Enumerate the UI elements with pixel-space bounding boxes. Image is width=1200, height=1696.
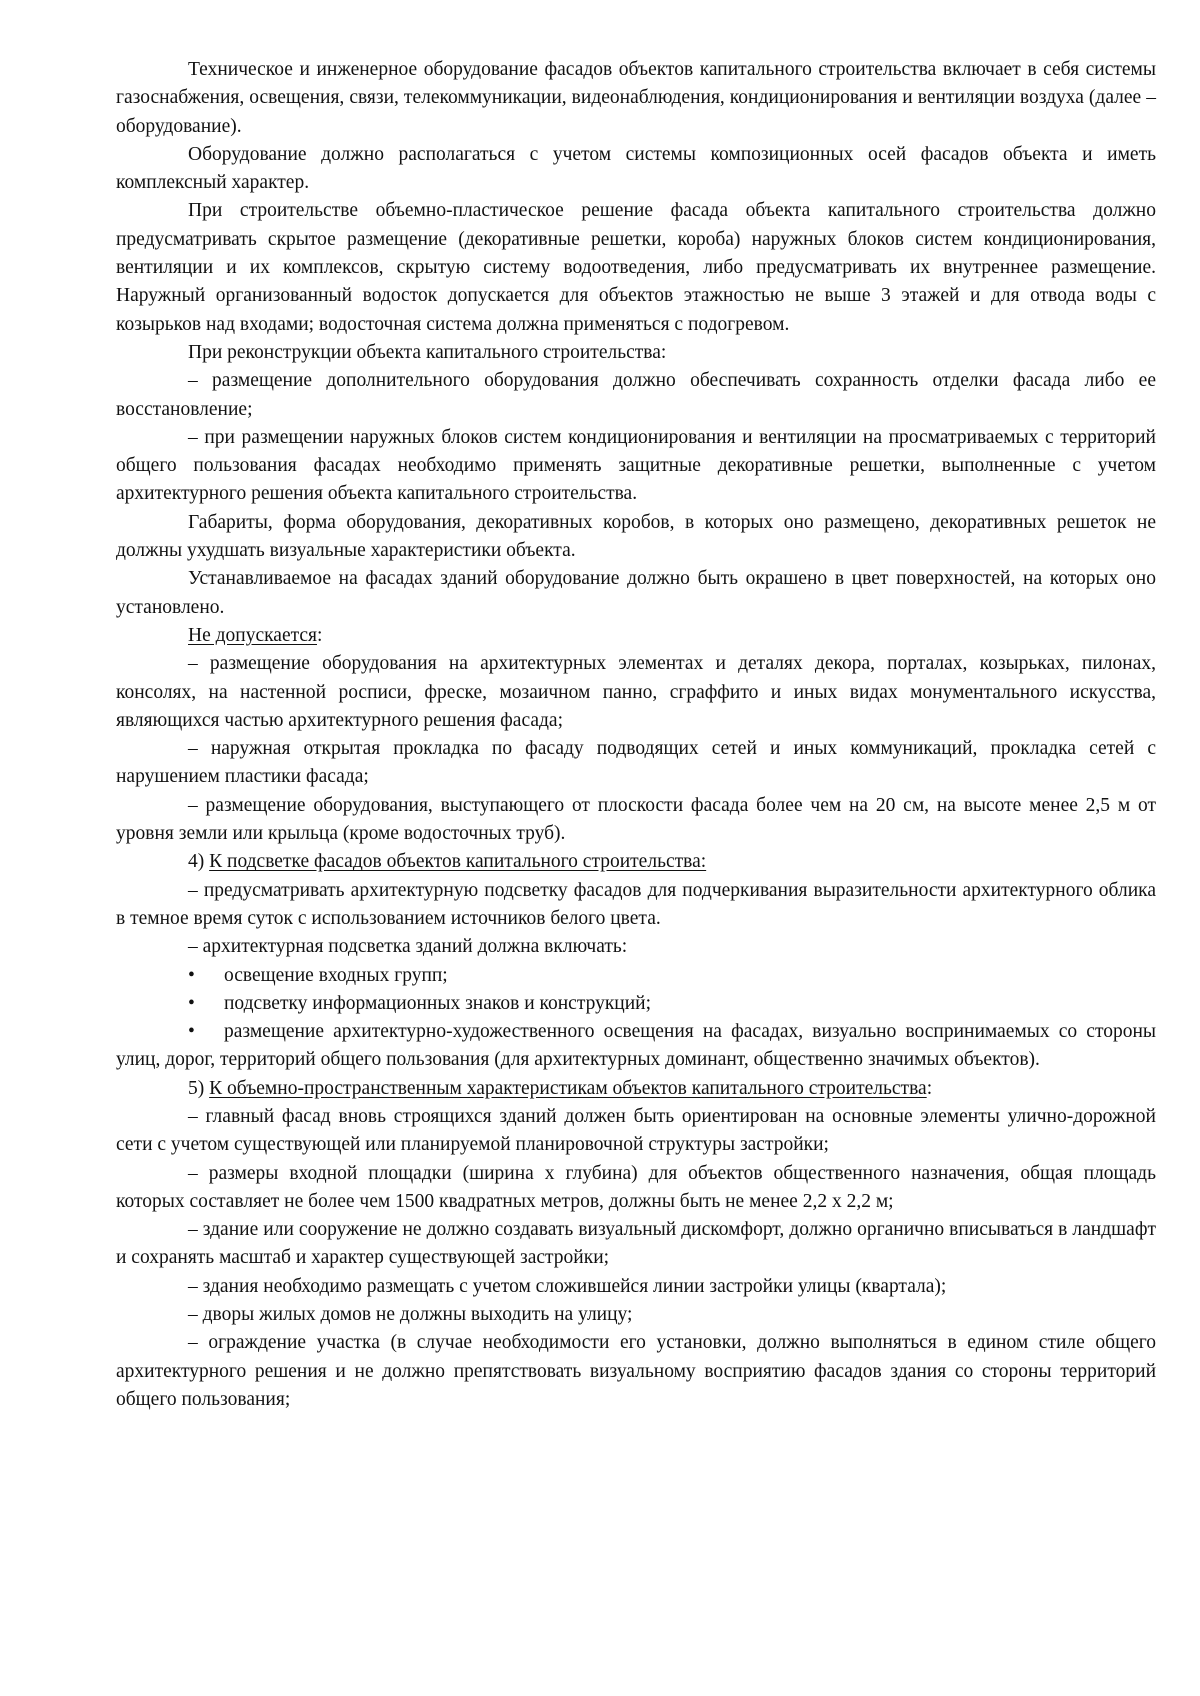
paragraph-equipment-definition: Техническое и инженерное оборудование фасадов объектов капитального строительства включает в себя системы газоснабжения, освещения, связи, телекоммуникации, видеонаблюдения, кондиционирования и вентиляции воздуха (далее – оборудование). [116, 59, 1156, 137]
paragraph-not-allowed-item-1: – размещение оборудования на архитектурных элементах и деталях декора, порталах, козырьках, пилонах, консолях, на настенной росписи, фреске, мозаичном панно, сграффито и иных видах монументального искусства, являющихся частью архитектурного решения фасада; [116, 653, 1156, 731]
bullet-mark: • [188, 964, 195, 986]
paragraph-reconstruction-intro: При реконструкции объекта капитального строительства: [188, 341, 667, 363]
paragraph-spatial-item-3: – здание или сооружение не должно создавать визуальный дискомфорт, должно органично вписываться в ландшафт и сохранять масштаб и характер существующей застройки; [116, 1219, 1156, 1269]
bullet-artistic-lighting [116, 1018, 1156, 1075]
bullet-mark: • [188, 1021, 195, 1043]
bullet-text: размещение архитектурно-художественного освещения на фасадах, визуально воспринимаемых со стороны улиц, дорог, территорий общего пользования (для архитектурных доминант, общественно значимых объектов). [116, 1021, 1156, 1071]
paragraph-spatial-item-1: – главный фасад вновь строящихся зданий должен быть ориентирован на основные элементы улично-дорожной сети с учетом существующей или планируемой планировочной структуры застройки; [116, 1105, 1156, 1156]
paragraph-equipment-placement: Оборудование должно располагаться с учетом системы композиционных осей фасадов объекта и иметь комплексный характер. [116, 143, 1156, 194]
paragraph-spatial-item-5: – дворы жилых домов не должны выходить на улицу; [188, 1304, 633, 1326]
section-5-number: 5) [188, 1077, 205, 1099]
paragraph-construction-requirements: При строительстве объемно-пластическое решение фасада объекта капитального строительства должно предусматривать скрытое размещение (декоративные решетки, короба) наружных блоков систем кондиционирования, вентиляции и их комплексов, скрытую систему водоотведения, либо предусматривать их внутреннее размещение. Наружный организованный водосток допускается для объектов этажностью не выше 3 этажей и для отвода воды с козырьков над входами; водосточная система должна применяться с подогревом. [116, 200, 1156, 335]
section-5-rest: : [926, 1077, 933, 1099]
section-4-number: 4) [188, 851, 205, 873]
heading-not-allowed [116, 622, 1156, 650]
section-5-title: К объемно-пространственным характеристикам объектов капитального строительства [209, 1077, 927, 1099]
heading-not-allowed-underlined: Не допускается [188, 624, 317, 646]
paragraph-reconstruction-item-1: – размещение дополнительного оборудования должно обеспечивать сохранность отделки фасада либо ее восстановление; [116, 370, 1156, 420]
paragraph-spatial-item-4: – здания необходимо размещать с учетом сложившейся линии застройки улицы (квартала); [188, 1275, 947, 1297]
paragraph-dimensions: Габариты, форма оборудования, декоративных коробов, в которых оно размещено, декоративных решеток не должны ухудшать визуальные характеристики объекта. [116, 511, 1156, 562]
bullet-sign-lighting [116, 990, 1156, 1018]
paragraph-spatial-item-6: – ограждение участка (в случае необходимости его установки, должно выполняться в едином стиле общего архитектурного решения и не должно препятствовать визуальному восприятию фасадов здания со стороны территорий общего пользования; [116, 1332, 1156, 1410]
paragraph-color: Устанавливаемое на фасадах зданий оборудование должно быть окрашено в цвет поверхностей, на которых оно установлено. [116, 568, 1156, 618]
bullet-entrance-lighting [116, 962, 1156, 990]
bullet-mark: • [188, 992, 195, 1014]
paragraph-not-allowed-item-2: – наружная открытая прокладка по фасаду подводящих сетей и иных коммуникаций, прокладка сетей с нарушением пластики фасада; [116, 738, 1156, 788]
paragraph-not-allowed-item-3: – размещение оборудования, выступающего от плоскости фасада более чем на 20 см, на высоте менее 2,5 м от уровня земли или крыльца (кроме водосточных труб). [116, 794, 1156, 845]
section-5-heading [116, 1075, 1156, 1103]
paragraph-reconstruction-item-2: – при размещении наружных блоков систем кондиционирования и вентиляции на просматриваемых с территорий общего пользования фасадах необходимо применять защитные декоративные решетки, выполненные с учетом архитектурного решения объекта капитального строительства. [116, 426, 1156, 505]
heading-not-allowed-colon: : [317, 624, 323, 646]
paragraph-spatial-item-2: – размеры входной площадки (ширина х глубина) для объектов общественного назначения, общая площадь которых составляет не более чем 1500 квадратных метров, должны быть не менее 2,2 х 2,2 м; [116, 1162, 1156, 1212]
bullet-text: подсветку информационных знаков и конструкций; [224, 992, 652, 1014]
document-page [116, 56, 1156, 1414]
paragraph-lighting-item-1: – предусматривать архитектурную подсветку фасадов для подчеркивания выразительности архитектурного облика в темное время суток с использованием источников белого цвета. [116, 879, 1156, 929]
section-4-title: К подсветке фасадов объектов капитального строительства: [209, 851, 707, 873]
bullet-text: освещение входных групп; [224, 964, 448, 986]
paragraph-lighting-item-2: – архитектурная подсветка зданий должна включать: [188, 936, 628, 958]
section-4-heading [116, 848, 1156, 876]
